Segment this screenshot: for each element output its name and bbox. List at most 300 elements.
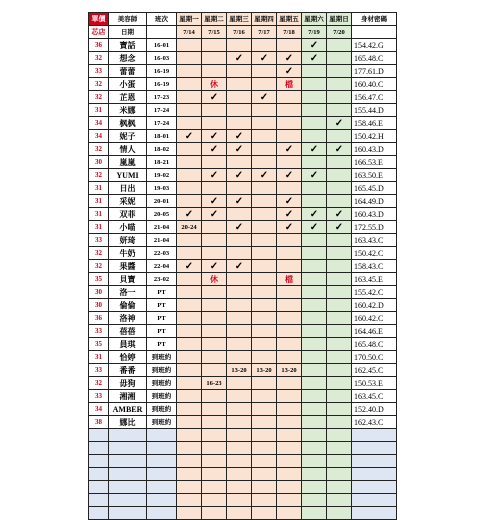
body-code: 164.46.E: [352, 325, 397, 338]
check-mark-icon: ✓: [334, 208, 344, 220]
day-cell: [302, 91, 327, 104]
day-cell: [227, 143, 252, 156]
stylist-name: 洛一: [109, 286, 147, 299]
day-cell: [327, 143, 352, 156]
day-cell: [302, 104, 327, 117]
day-cell: [227, 260, 252, 273]
shift-cell: 20-01: [147, 195, 177, 208]
check-mark-icon: ✓: [309, 208, 319, 220]
day-cell: [252, 78, 277, 91]
day-cell: [202, 507, 227, 520]
day-cell: [227, 403, 252, 416]
day-cell: [202, 52, 227, 65]
day-cell: [252, 442, 277, 455]
stylist-name: 貝寶: [109, 273, 147, 286]
body-code: 150.53.E: [352, 377, 397, 390]
day-cell: [177, 416, 202, 429]
price-cell: 35: [89, 338, 109, 351]
shift-cell: 到班約: [147, 351, 177, 364]
stylist-name: 員琪: [109, 338, 147, 351]
day-cell: [327, 299, 352, 312]
day-cell: [252, 52, 277, 65]
day-cell: [177, 78, 202, 91]
day-cell: [202, 65, 227, 78]
price-cell: [89, 442, 109, 455]
price-cell: 31: [89, 221, 109, 234]
stylist-name: 牛奶: [109, 247, 147, 260]
day-cell: [277, 130, 302, 143]
day-cell: [277, 299, 302, 312]
day-cell: [227, 52, 252, 65]
day-cell: [277, 312, 302, 325]
day-cell: [277, 143, 302, 156]
day-cell: [252, 429, 277, 442]
day-cell: [177, 429, 202, 442]
day-cell: [177, 195, 202, 208]
check-mark-icon: ✓: [209, 143, 219, 155]
day-cell: [202, 286, 227, 299]
day-cell: [177, 104, 202, 117]
day-cell: [277, 52, 302, 65]
price-cell: 32: [89, 52, 109, 65]
day-cell: [227, 312, 252, 325]
day-cell: [252, 390, 277, 403]
table-row: [89, 364, 397, 377]
day-cell: [202, 117, 227, 130]
day-cell: [277, 78, 302, 91]
day-cell: [227, 468, 252, 481]
day-cell: [252, 351, 277, 364]
day-cell: [277, 481, 302, 494]
day-cell: [177, 208, 202, 221]
day-cell: [202, 208, 227, 221]
shift-cell: 18-01: [147, 130, 177, 143]
day-cell: [252, 325, 277, 338]
check-mark-icon: ✓: [234, 260, 244, 272]
day-cell: [202, 403, 227, 416]
day-cell: [327, 234, 352, 247]
shift-cell: 到班約: [147, 364, 177, 377]
day-cell: [302, 208, 327, 221]
day-cell: [327, 52, 352, 65]
table-row: [89, 117, 397, 130]
day-cell: [227, 91, 252, 104]
day-cell: [177, 338, 202, 351]
day-cell: [302, 403, 327, 416]
day-cell: [252, 338, 277, 351]
price-cell: 33: [89, 325, 109, 338]
blank-row: [89, 429, 397, 442]
day-cell: [327, 273, 352, 286]
day-cell: [327, 416, 352, 429]
shift-cell: 17-23: [147, 91, 177, 104]
day-cell: [302, 169, 327, 182]
day-cell: [252, 104, 277, 117]
day-cell: [302, 273, 327, 286]
body-code: 163.45.C: [352, 390, 397, 403]
check-mark-icon: ✓: [309, 221, 319, 233]
check-mark-icon: ✓: [234, 130, 244, 142]
price-cell: 35: [89, 273, 109, 286]
date-cell: 7/15: [202, 26, 227, 39]
day-cell: [177, 65, 202, 78]
check-mark-icon: ✓: [234, 143, 244, 155]
stylist-name: 洛神: [109, 312, 147, 325]
date-cell: 7/19: [302, 26, 327, 39]
day-cell: [277, 182, 302, 195]
day-cell: [252, 273, 277, 286]
stylist-name: 采妮: [109, 195, 147, 208]
date-cell: 7/16: [227, 26, 252, 39]
stylist-name: 娜比: [109, 416, 147, 429]
day-cell: [227, 130, 252, 143]
header-day: 星期四: [252, 13, 277, 26]
shift-cell: 到班約: [147, 377, 177, 390]
stylist-name: [109, 455, 147, 468]
day-cell: [327, 130, 352, 143]
day-cell: [327, 169, 352, 182]
stylist-name: 芷恩: [109, 91, 147, 104]
table-row: [89, 130, 397, 143]
check-mark-icon: ✓: [234, 52, 244, 64]
day-cell: [202, 182, 227, 195]
stylist-name: 湘湘: [109, 390, 147, 403]
day-cell: [277, 91, 302, 104]
day-cell: [302, 260, 327, 273]
price-cell: 32: [89, 91, 109, 104]
stylist-name: [109, 429, 147, 442]
shift-cell: PT: [147, 325, 177, 338]
day-cell: [252, 156, 277, 169]
body-code: [352, 442, 397, 455]
day-cell: [302, 455, 327, 468]
day-cell: [177, 299, 202, 312]
day-cell: [227, 221, 252, 234]
day-cell: [227, 234, 252, 247]
day-cell: [302, 234, 327, 247]
check-mark-icon: ✓: [284, 143, 294, 155]
day-cell: [252, 169, 277, 182]
day-cell: [227, 442, 252, 455]
day-cell: [202, 39, 227, 52]
day-cell: [277, 65, 302, 78]
table-row: [89, 65, 397, 78]
table-row: [89, 234, 397, 247]
body-code: 160.43.D: [352, 208, 397, 221]
day-cell: [302, 429, 327, 442]
day-cell: [177, 130, 202, 143]
stylist-name: 嵐嵐: [109, 156, 147, 169]
day-cell: [302, 117, 327, 130]
shift-cell: 22-04: [147, 260, 177, 273]
body-code: [352, 507, 397, 520]
day-cell: [277, 39, 302, 52]
day-cell: [327, 364, 352, 377]
day-cell: [327, 221, 352, 234]
shift-cell: 16-19: [147, 65, 177, 78]
body-code: 150.42.C: [352, 247, 397, 260]
day-cell: [202, 468, 227, 481]
day-cell: [327, 442, 352, 455]
check-mark-icon: ✓: [184, 130, 194, 142]
day-cell: [252, 65, 277, 78]
day-cell: [327, 403, 352, 416]
price-cell: 33: [89, 364, 109, 377]
stylist-name: 寶話: [109, 39, 147, 52]
day-cell: [177, 468, 202, 481]
check-mark-icon: ✓: [309, 39, 319, 51]
stylist-name: 毋狗: [109, 377, 147, 390]
day-cell: [277, 442, 302, 455]
shift-cell: 到班約: [147, 390, 177, 403]
day-cell: [252, 507, 277, 520]
day-cell: [252, 286, 277, 299]
day-cell: [302, 221, 327, 234]
day-cell: [227, 247, 252, 260]
body-code: 170.50.C: [352, 351, 397, 364]
shift-cell: 19-02: [147, 169, 177, 182]
day-cell: [302, 325, 327, 338]
off-mark: 休: [210, 79, 218, 89]
date-label: 日期: [109, 26, 147, 39]
check-mark-icon: ✓: [209, 195, 219, 207]
check-mark-icon: ✓: [284, 169, 294, 181]
day-cell: [252, 377, 277, 390]
check-mark-icon: ✓: [309, 52, 319, 64]
day-cell: [227, 390, 252, 403]
price-cell: 32: [89, 260, 109, 273]
day-cell: [177, 260, 202, 273]
price-cell: 30: [89, 299, 109, 312]
price-cell: [89, 468, 109, 481]
body-code: [352, 481, 397, 494]
check-mark-icon: ✓: [184, 260, 194, 272]
day-cell: [227, 78, 252, 91]
day-cell: [202, 338, 227, 351]
day-cell: [277, 494, 302, 507]
day-cell: [202, 377, 227, 390]
day-cell: [177, 494, 202, 507]
day-cell: [177, 390, 202, 403]
body-code: 160.40.C: [352, 78, 397, 91]
body-code: 163.43.C: [352, 234, 397, 247]
day-cell: [177, 403, 202, 416]
day-cell: [277, 169, 302, 182]
stylist-name: 想念: [109, 52, 147, 65]
price-cell: 38: [89, 416, 109, 429]
day-cell: [227, 338, 252, 351]
day-cell: [277, 507, 302, 520]
price-cell: 32: [89, 377, 109, 390]
day-cell: [252, 481, 277, 494]
day-cell: [327, 351, 352, 364]
price-cell: 31: [89, 182, 109, 195]
body-code: 165.48.C: [352, 52, 397, 65]
blank-row: [89, 494, 397, 507]
check-mark-icon: ✓: [234, 221, 244, 233]
price-cell: [89, 455, 109, 468]
body-code: 160.42.C: [352, 312, 397, 325]
body-code: 164.49.D: [352, 195, 397, 208]
stylist-name: 枫枫: [109, 117, 147, 130]
check-mark-icon: ✓: [309, 143, 319, 155]
body-code: 165.45.D: [352, 182, 397, 195]
body-code: 156.47.C: [352, 91, 397, 104]
off-mark: 休: [210, 274, 218, 284]
time-range: 13-20: [231, 367, 247, 374]
shift-cell: 16-19: [147, 78, 177, 91]
day-cell: [202, 312, 227, 325]
day-cell: [227, 208, 252, 221]
check-mark-icon: ✓: [284, 65, 294, 77]
stylist-name: 倫倫: [109, 299, 147, 312]
body-code: [352, 455, 397, 468]
off-mark: 檔: [285, 79, 293, 89]
day-cell: [177, 182, 202, 195]
day-cell: [177, 325, 202, 338]
day-cell: [302, 507, 327, 520]
shift-cell: [147, 468, 177, 481]
day-cell: [202, 325, 227, 338]
day-cell: [177, 117, 202, 130]
day-cell: [177, 273, 202, 286]
stylist-name: 果醬: [109, 260, 147, 273]
day-cell: [302, 494, 327, 507]
table-row: [89, 52, 397, 65]
table-row: [89, 338, 397, 351]
day-cell: [327, 39, 352, 52]
day-cell: [327, 182, 352, 195]
table-row: [89, 416, 397, 429]
table-row: [89, 91, 397, 104]
day-cell: [302, 156, 327, 169]
body-code: 155.44.D: [352, 104, 397, 117]
day-cell: [202, 260, 227, 273]
day-cell: [227, 169, 252, 182]
shift-cell: 16-03: [147, 52, 177, 65]
body-code: [352, 468, 397, 481]
day-cell: [302, 299, 327, 312]
header-body: 身材密碼: [352, 13, 397, 26]
day-cell: [277, 351, 302, 364]
price-cell: 34: [89, 117, 109, 130]
price-cell: [89, 494, 109, 507]
day-cell: [277, 338, 302, 351]
day-cell: [202, 130, 227, 143]
stylist-name: 妮子: [109, 130, 147, 143]
body-code: 165.48.C: [352, 338, 397, 351]
shift-cell: 16-01: [147, 39, 177, 52]
stylist-name: [109, 481, 147, 494]
price-cell: 32: [89, 143, 109, 156]
day-cell: [252, 234, 277, 247]
day-cell: [327, 247, 352, 260]
day-cell: [202, 481, 227, 494]
day-cell: [177, 312, 202, 325]
body-code: 162.43.C: [352, 416, 397, 429]
shift-cell: 17-24: [147, 104, 177, 117]
day-cell: [202, 455, 227, 468]
day-cell: [327, 312, 352, 325]
check-mark-icon: ✓: [259, 91, 269, 103]
day-cell: [202, 390, 227, 403]
price-cell: 36: [89, 312, 109, 325]
body-code: 177.61.D: [352, 65, 397, 78]
day-cell: [202, 416, 227, 429]
table-row: [89, 260, 397, 273]
price-cell: 30: [89, 286, 109, 299]
day-cell: [277, 208, 302, 221]
day-cell: [252, 91, 277, 104]
day-cell: [177, 364, 202, 377]
day-cell: [302, 338, 327, 351]
table-row: [89, 403, 397, 416]
day-cell: [252, 195, 277, 208]
table-row: [89, 156, 397, 169]
day-cell: [277, 325, 302, 338]
day-cell: [277, 468, 302, 481]
schedule-table: [88, 12, 397, 520]
header-day: 星期三: [227, 13, 252, 26]
day-cell: [302, 442, 327, 455]
day-cell: [227, 195, 252, 208]
day-cell: [302, 390, 327, 403]
day-cell: [302, 247, 327, 260]
day-cell: [177, 377, 202, 390]
day-cell: [302, 52, 327, 65]
day-cell: [252, 416, 277, 429]
table-row: [89, 286, 397, 299]
day-cell: [202, 195, 227, 208]
day-cell: [227, 364, 252, 377]
body-code: 172.55.D: [352, 221, 397, 234]
day-cell: [177, 286, 202, 299]
day-cell: [277, 117, 302, 130]
body-code: 166.53.E: [352, 156, 397, 169]
day-cell: [177, 39, 202, 52]
day-cell: [302, 65, 327, 78]
day-cell: [277, 195, 302, 208]
blank-row: [89, 442, 397, 455]
check-mark-icon: ✓: [259, 169, 269, 181]
day-cell: [227, 494, 252, 507]
shift-cell: 到班約: [147, 403, 177, 416]
day-cell: [227, 481, 252, 494]
table-row: [89, 195, 397, 208]
price-cell: 33: [89, 234, 109, 247]
check-mark-icon: ✓: [284, 208, 294, 220]
body-code: 154.42.G: [352, 39, 397, 52]
body-code: 163.45.E: [352, 273, 397, 286]
check-mark-icon: ✓: [334, 143, 344, 155]
day-cell: [327, 156, 352, 169]
day-cell: [227, 351, 252, 364]
day-cell: [327, 78, 352, 91]
shift-cell: 18-21: [147, 156, 177, 169]
stylist-name: YUMI: [109, 169, 147, 182]
check-mark-icon: ✓: [284, 195, 294, 207]
check-mark-icon: ✓: [284, 52, 294, 64]
day-cell: [177, 507, 202, 520]
day-cell: [277, 156, 302, 169]
shift-cell: [147, 507, 177, 520]
day-cell: [277, 247, 302, 260]
day-cell: [227, 182, 252, 195]
check-mark-icon: ✓: [259, 52, 269, 64]
day-cell: [302, 182, 327, 195]
day-cell: [327, 286, 352, 299]
day-cell: [177, 247, 202, 260]
